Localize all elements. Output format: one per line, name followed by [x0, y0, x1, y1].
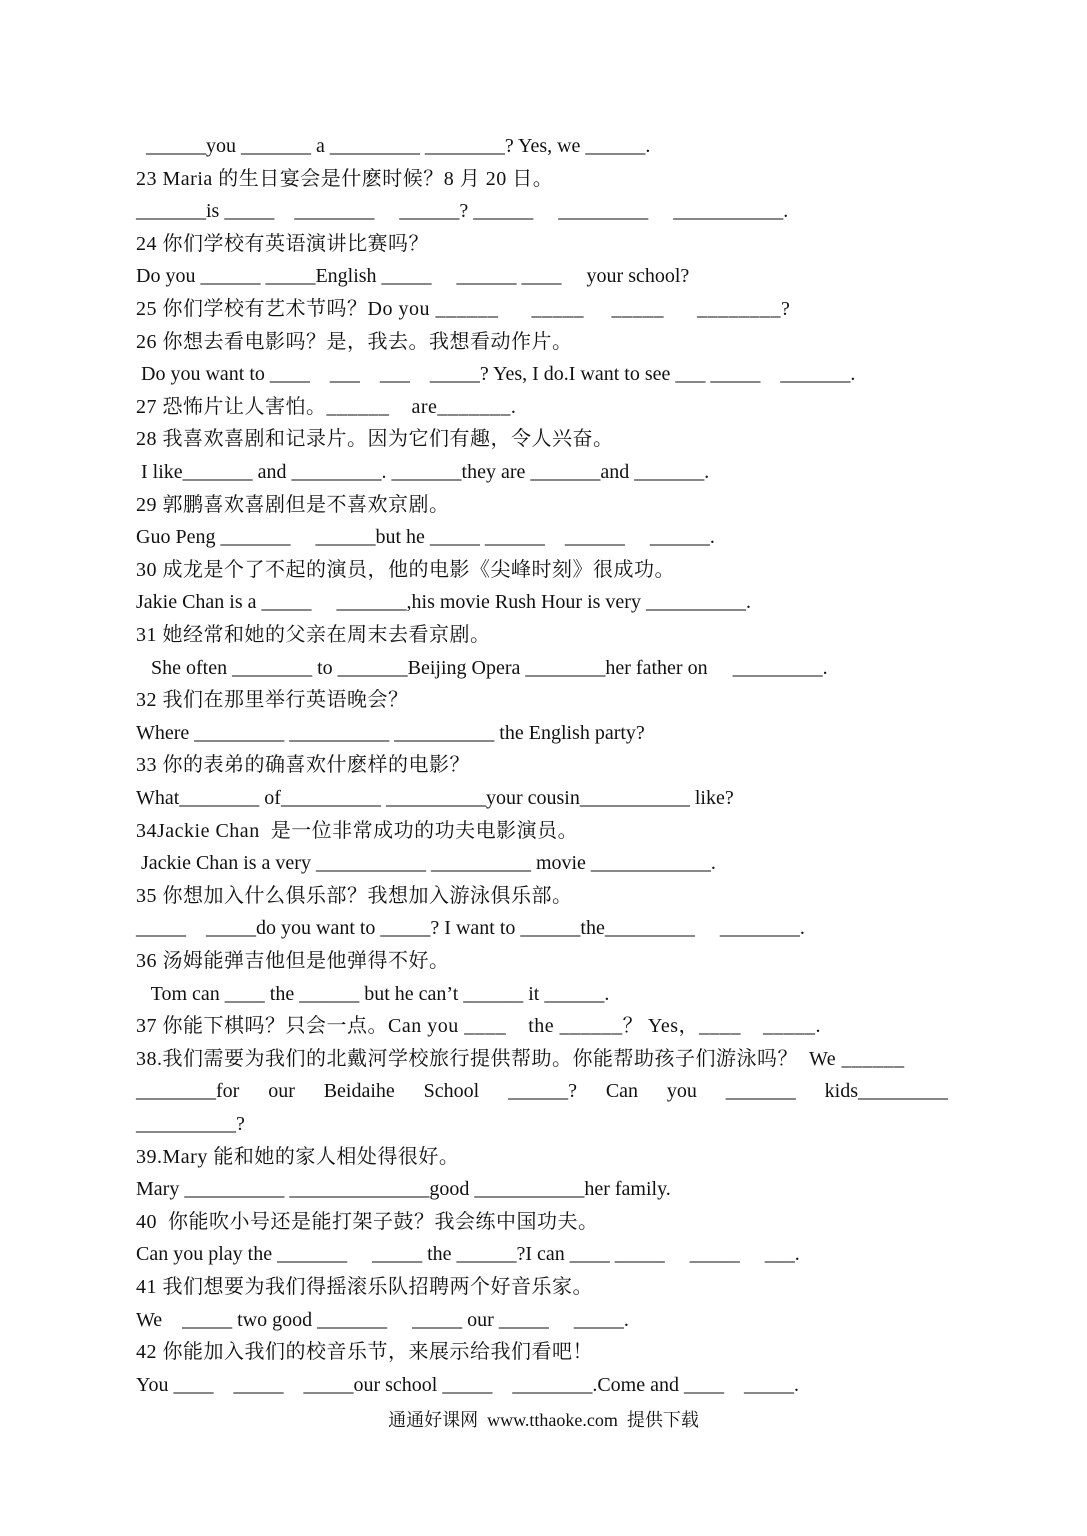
question-prompt: 32 我们在那里举行英语晚会？: [136, 689, 409, 711]
answer-line: _______is _____ ________ ______? ______ _________ ___________.: [136, 200, 789, 222]
answer-line: __________?: [136, 1113, 245, 1135]
answer-line: Jackie Chan is a very ___________ __________ movie ____________.: [136, 852, 716, 874]
answer-line: She often ________ to _______Beijing Opera ________her father on _________.: [136, 657, 828, 679]
question-prompt: 26 你想去看电影吗？是，我去。我想看动作片。: [136, 331, 573, 353]
question-prompt: 25 你们学校有艺术节吗？Do you ______ _____ _____ ________?: [136, 298, 791, 320]
question-prompt: 40 你能吹小号还是能打架子鼓？我会练中国功夫。: [136, 1211, 599, 1233]
answer-line: Do you want to ____ ___ ___ _____? Yes, I do.I want to see ___ _____ _______.: [136, 363, 856, 385]
answer-line: I like_______ and _________. _______they are _______and _______.: [136, 461, 710, 483]
answer-line: ______you _______ a _________ ________? Yes, we ______.: [136, 135, 651, 157]
answer-line: You ____ _____ _____our school _____ ________.Come and ____ _____.: [136, 1374, 799, 1396]
question-prompt: 27 恐怖片让人害怕。______ are_______.: [136, 396, 517, 418]
question-prompt: 38.我们需要为我们的北戴河学校旅行提供帮助。你能帮助孩子们游泳吗？ We ______: [136, 1048, 905, 1070]
question-prompt: 29 郭鹏喜欢喜剧但是不喜欢京剧。: [136, 494, 450, 516]
answer-line: Jakie Chan is a _____ _______,his movie Rush Hour is very __________.: [136, 591, 751, 613]
answer-line: Do you ______ _____English _____ ______ ____ your school?: [136, 265, 690, 287]
question-prompt: 41 我们想要为我们得摇滚乐队招聘两个好音乐家。: [136, 1276, 593, 1298]
question-prompt: 42 你能加入我们的校音乐节，来展示给我们看吧！: [136, 1341, 593, 1363]
question-prompt: 24 你们学校有英语演讲比赛吗？: [136, 233, 429, 255]
question-prompt: 35 你想加入什么俱乐部？我想加入游泳俱乐部。: [136, 885, 573, 907]
question-prompt: 23 Maria 的生日宴会是什麽时候？8 月 20 日。: [136, 168, 554, 190]
answer-line: ________for our Beidaihe School ______? Can you _______ kids_________: [136, 1080, 948, 1102]
question-prompt: 34Jackie Chan 是一位非常成功的功夫电影演员。: [136, 820, 579, 842]
question-prompt: 37 你能下棋吗？只会一点。Can you ____ the ______？ Yes，____ _____.: [136, 1015, 822, 1037]
footer-credit: 通通好课网 www.tthaoke.com 提供下载: [388, 1410, 699, 1430]
answer-line: Mary __________ ______________good ___________her family.: [136, 1178, 671, 1200]
answer-line: _____ _____do you want to _____? I want to ______the_________ ________.: [136, 917, 805, 939]
answer-line: Where _________ __________ __________ the English party?: [136, 722, 645, 744]
question-prompt: 31 她经常和她的父亲在周末去看京剧。: [136, 624, 491, 646]
question-prompt: 33 你的表弟的确喜欢什麽样的电影？: [136, 754, 470, 776]
question-prompt: 36 汤姆能弹吉他但是他弹得不好。: [136, 950, 450, 972]
answer-line: We _____ two good _______ _____ our _____ _____.: [136, 1309, 629, 1331]
question-prompt: 28 我喜欢喜剧和记录片。因为它们有趣，令人兴奋。: [136, 428, 614, 450]
answer-line: Can you play the _______ _____ the ______?I can ____ _____ _____ ___.: [136, 1243, 800, 1265]
question-prompt: 39.Mary 能和她的家人相处得很好。: [136, 1146, 460, 1168]
answer-line: Tom can ____ the ______ but he can’t ______ it ______.: [136, 983, 610, 1005]
answer-line: Guo Peng _______ ______but he _____ ______ ______ ______.: [136, 526, 715, 548]
answer-line: What________ of__________ __________your cousin___________ like?: [136, 787, 734, 809]
question-prompt: 30 成龙是个了不起的演员，他的电影《尖峰时刻》很成功。: [136, 559, 675, 581]
